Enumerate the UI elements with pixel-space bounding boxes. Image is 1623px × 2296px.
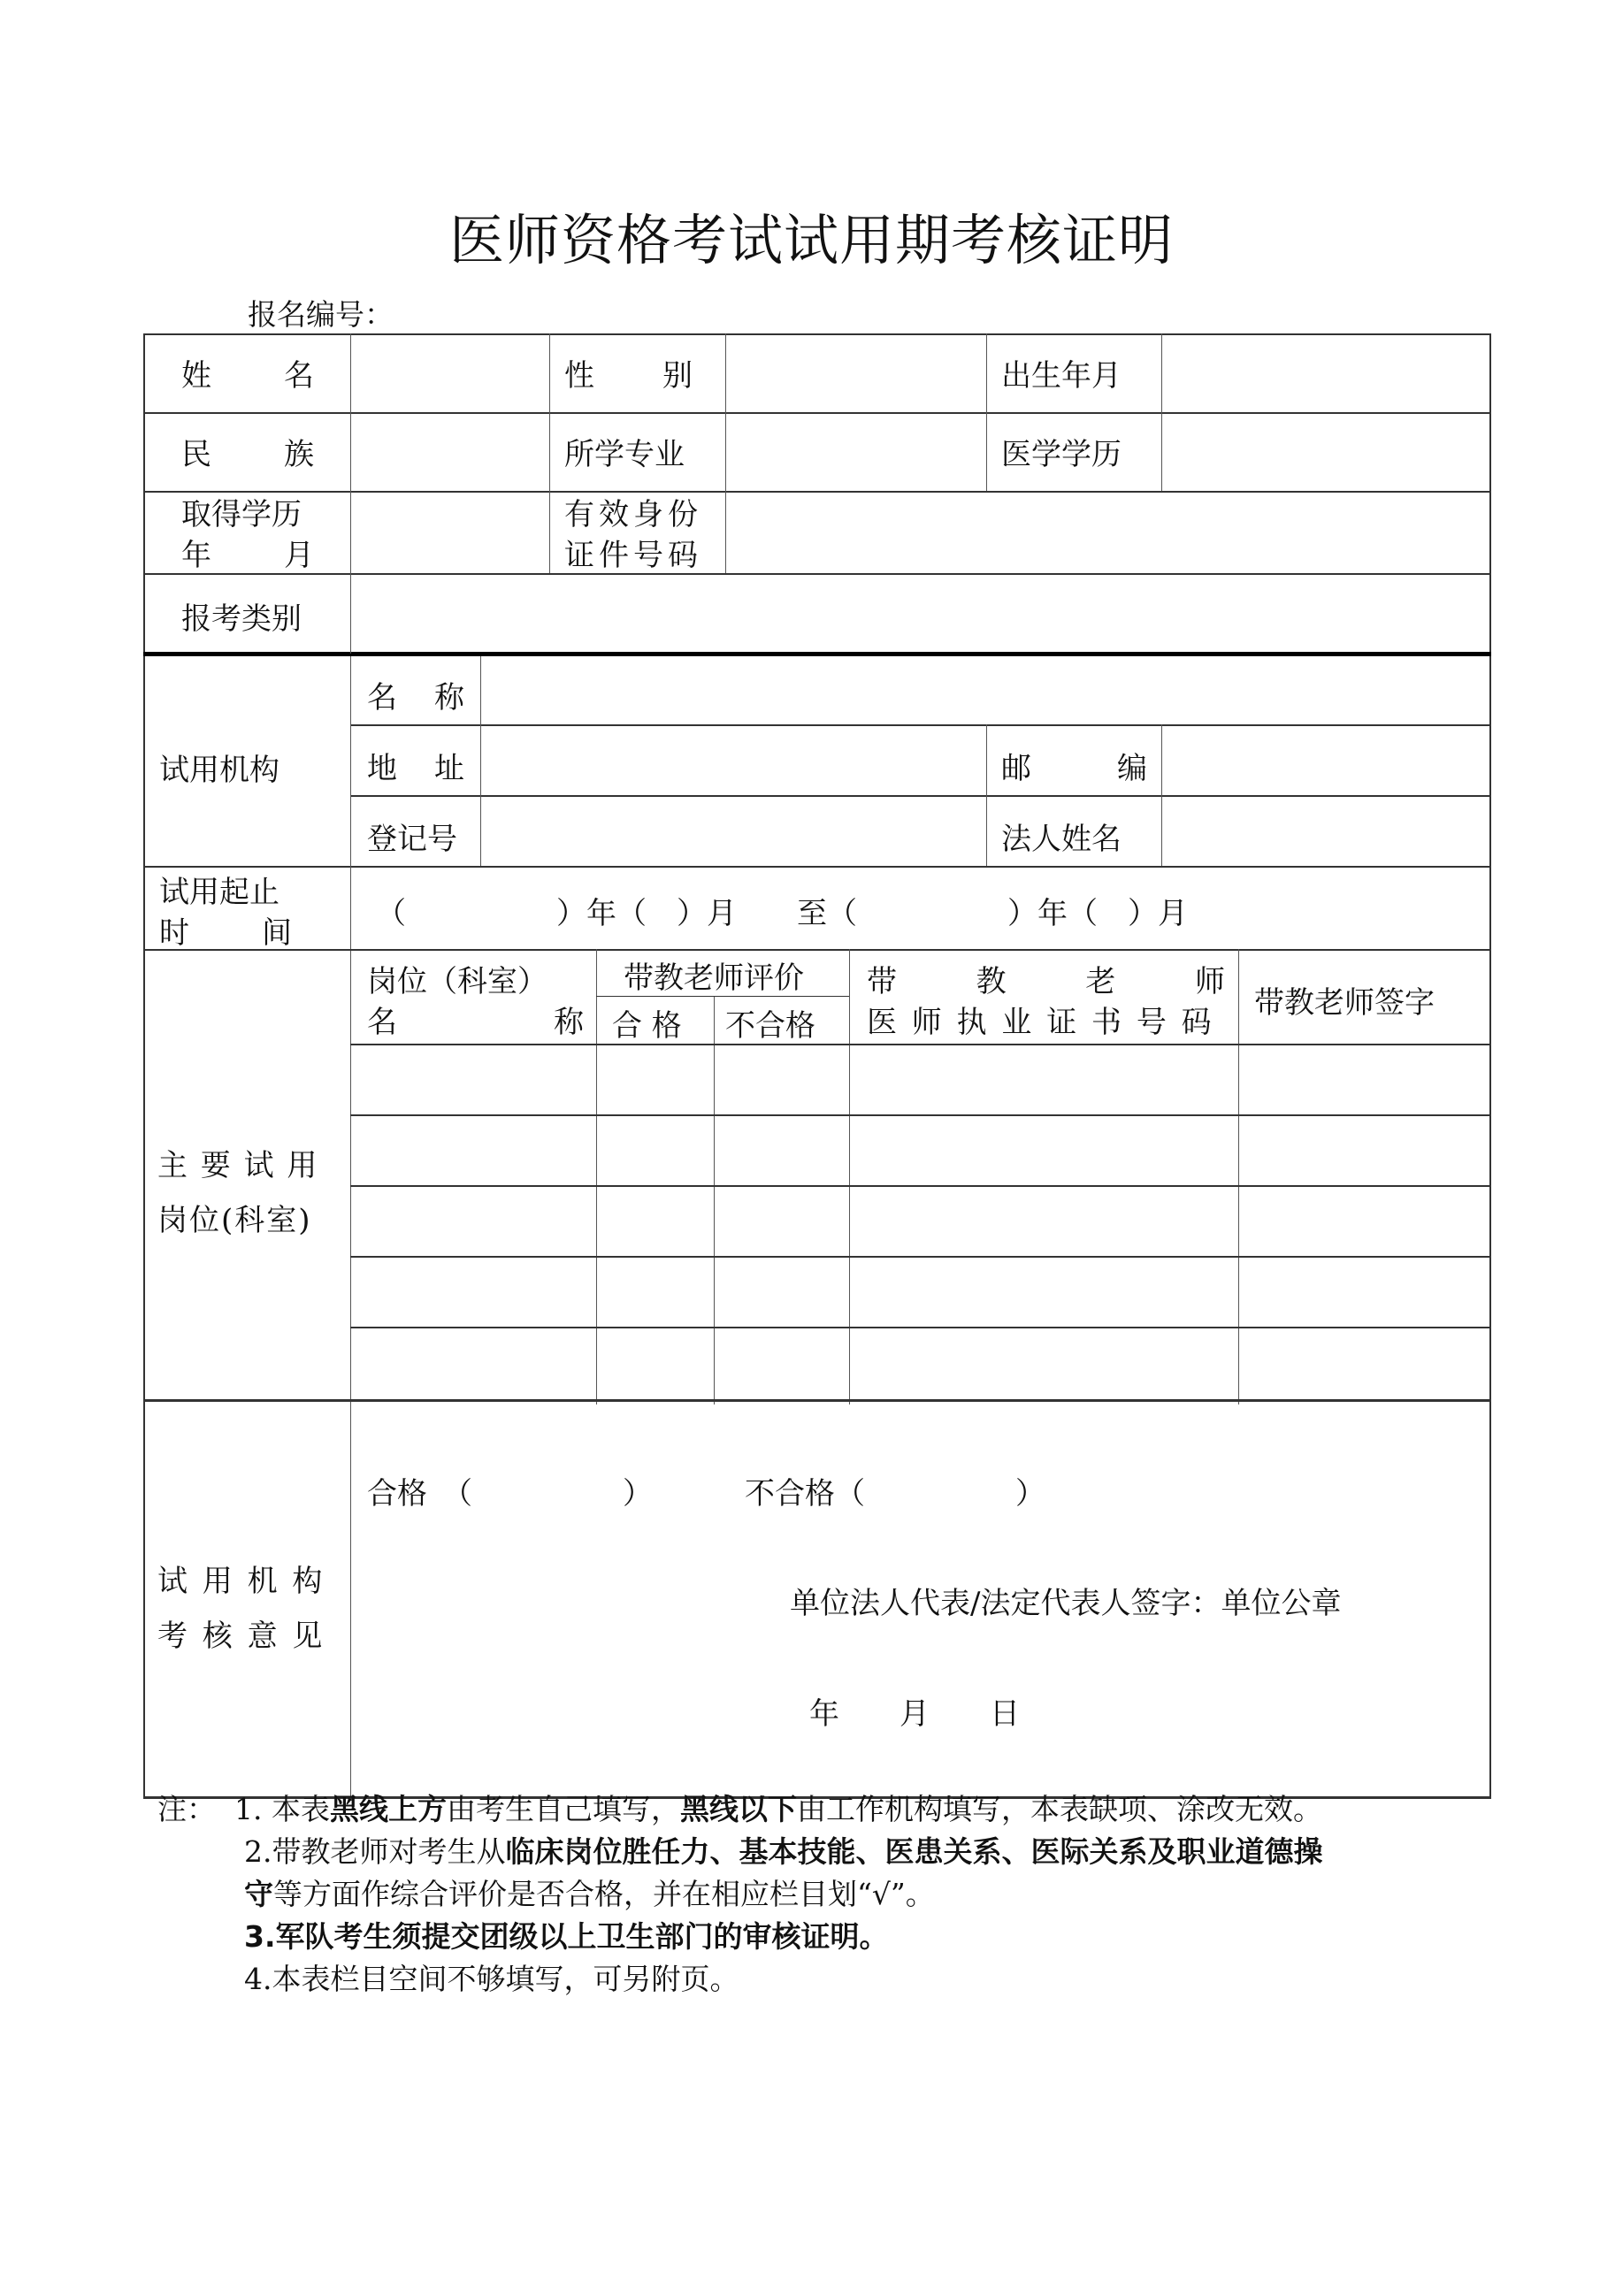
registration-no-label: 登记号 (367, 822, 457, 857)
post-name-header: 岗位（科室） 名 称 (367, 964, 584, 1040)
institution-address-label: 地 址 (367, 751, 464, 786)
major-field[interactable] (727, 414, 985, 490)
note-2-cont: 守等方面作综合评价是否合格，并在相应栏目划“√”。 (244, 1877, 935, 1911)
legal-representative-signature: 单位法人代表/法定代表人签字：单位公章 (790, 1586, 1342, 1621)
fail-header: 不合格 (725, 1008, 815, 1044)
birth-date-field[interactable] (1163, 335, 1489, 411)
birth-date-label: 出生年月 (1001, 358, 1122, 394)
teacher-signature-header: 带教老师签字 (1254, 985, 1435, 1021)
id-number-field[interactable] (727, 493, 1489, 572)
institution-address-field[interactable] (482, 726, 985, 794)
trial-period-field[interactable]: （ ）年（ ）月 至（ ）年（ ）月 (376, 896, 1188, 931)
degree-date-label: 取得学历 年 月 (181, 497, 314, 573)
post-row[interactable] (352, 1116, 1489, 1184)
ethnicity-label: 民 族 (181, 437, 314, 472)
ethnicity-field[interactable] (352, 414, 548, 490)
note-4: 4.本表栏目空间不够填写，可另附页。 (244, 1962, 739, 1996)
registration-no-field[interactable] (482, 797, 985, 865)
opinion-pass-option[interactable]: 合格 （ ） (367, 1476, 653, 1512)
exam-category-label: 报考类别 (181, 601, 302, 637)
posts-label: 主 要 试 用 岗位(科室) (157, 1148, 319, 1238)
teacher-evaluation-header: 带教老师评价 (624, 960, 804, 996)
page-title: 医师资格考试试用期考核证明 (448, 208, 1174, 272)
gender-label: 性 别 (564, 358, 693, 394)
name-label: 姓 名 (181, 358, 314, 394)
major-label: 所学专业 (564, 437, 685, 472)
opinion-date: 年 月 日 (809, 1696, 1020, 1732)
legal-person-field[interactable] (1163, 797, 1489, 865)
opinion-label: 试 用 机 构 考 核 意 见 (157, 1564, 325, 1654)
table-border-left (143, 333, 145, 1798)
black-divider-line (143, 652, 1491, 656)
id-number-label: 有效身份 证件号码 (564, 497, 702, 573)
trial-period-label: 试用起止 时 间 (159, 875, 292, 951)
table-border-right (1489, 333, 1491, 1798)
note-1: 注： 1. 本表黑线上方由考生自己填写，黑线以下由工作机构填写，本表缺项、涂改无效。 (157, 1792, 1322, 1826)
legal-person-label: 法人姓名 (1001, 822, 1122, 857)
medical-education-field[interactable] (1163, 414, 1489, 490)
post-row[interactable] (352, 1045, 1489, 1114)
teacher-license-header: 带 教 老 师 医 师 执 业 证 书 号 码 (867, 964, 1225, 1040)
medical-education-label: 医学学历 (1001, 437, 1122, 472)
notes (157, 1788, 1323, 2001)
gender-field[interactable] (727, 335, 985, 411)
exam-category-field[interactable] (352, 575, 1489, 651)
institution-label: 试用机构 (159, 753, 279, 788)
note-3: 3.军队考生须提交团级以上卫生部门的审核证明。 (244, 1919, 889, 1954)
postcode-label: 邮 编 (1001, 751, 1147, 786)
pass-header: 合 格 (612, 1008, 682, 1044)
post-row[interactable] (352, 1187, 1489, 1255)
registration-number-label: 报名编号： (248, 297, 394, 332)
note-2: 2.带教老师对考生从临床岗位胜任力、基本技能、医患关系、医际关系及职业道德操 (244, 1834, 1323, 1869)
post-row[interactable] (352, 1328, 1489, 1398)
postcode-field[interactable] (1163, 726, 1489, 794)
name-field[interactable] (352, 335, 548, 411)
degree-date-field[interactable] (352, 493, 548, 572)
opinion-fail-option[interactable]: 不合格（ ） (745, 1476, 1045, 1512)
post-row[interactable] (352, 1258, 1489, 1326)
institution-name-field[interactable] (482, 658, 1489, 723)
institution-name-label: 名 称 (367, 680, 464, 716)
